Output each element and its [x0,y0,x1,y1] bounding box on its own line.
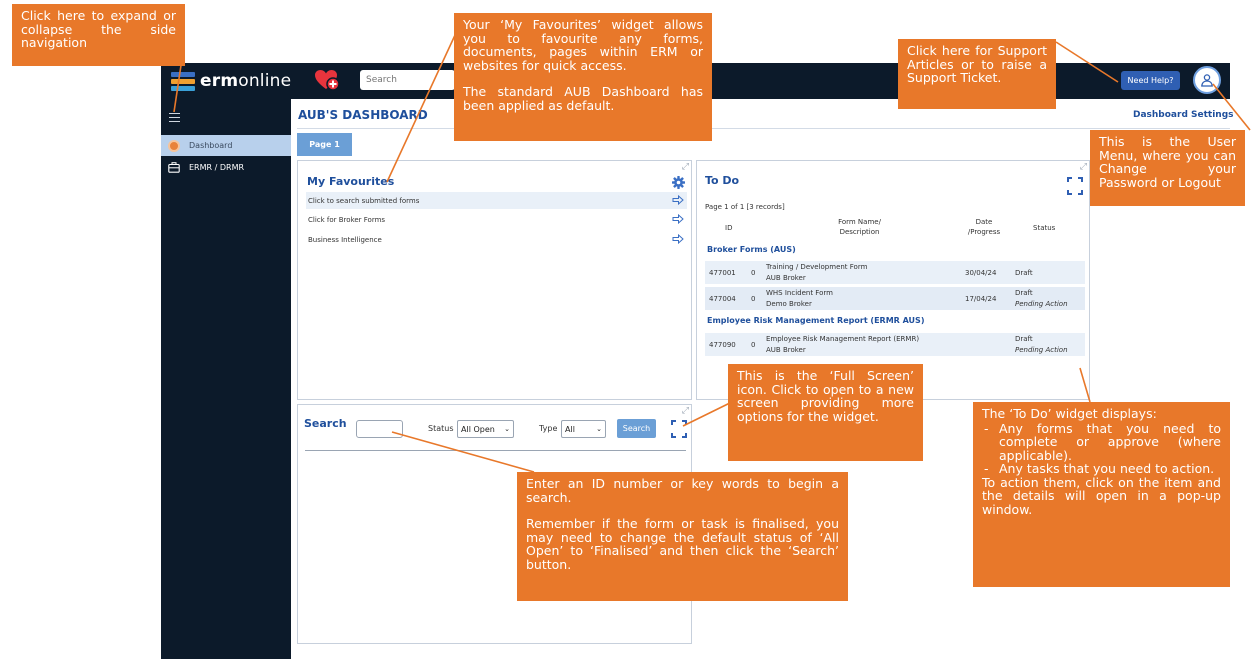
search-title: Search [304,417,347,430]
page-title: AUB'S DASHBOARD [298,108,428,122]
status-select[interactable]: All Open ⌄ [457,420,514,438]
callout-user-menu: This is the User Menu, where you can Change your Password or Logout [1090,130,1245,206]
column-header-form: Form Name/ Description [838,218,881,236]
column-header-status: Status [1033,224,1056,232]
sidebar-item-label: ERMR / DRMR [189,163,245,172]
expand-widget-icon[interactable]: ⤢ [1079,162,1087,172]
favourite-item-label: Click to search submitted forms [308,196,420,205]
table-row[interactable]: 477004 0 WHS Incident Form Demo Broker 17/04/24 Draft Pending Action [705,287,1085,310]
callout-to-do: The ‘To Do’ widget displays: - Any forms that you need to complete or approve (where applicable). - Any tasks that you need to action. To action them, click on the item and the details will open in a pop-up window. [973,402,1230,587]
callout-need-help: Click here for Support Articles or to raise a Support Ticket. [898,39,1056,109]
tab-page-1[interactable]: Page 1 [297,133,352,156]
chevron-down-icon: ⌄ [596,425,602,433]
dashboard-settings-link[interactable]: Dashboard Settings [1133,110,1234,120]
todo-group-title: Employee Risk Management Report (ERMR AUS) [707,316,925,325]
favourite-item-label: Business Intelligence [308,235,382,244]
search-button[interactable]: Search [617,419,656,438]
favourites-title: My Favourites [307,175,395,188]
callout-full-screen: This is the ‘Full Screen’ icon. Click to open to a new screen providing more options for the widget. [728,364,923,461]
expand-widget-icon[interactable]: ⤢ [681,162,689,172]
callout-my-favourites: Your ‘My Favourites’ widget allows you to favourite any forms, documents, pages within ERM or websites for quick access. The standard AUB Dashboard has been applied as default. [454,13,712,141]
todo-group-title: Broker Forms (AUS) [707,245,796,254]
logo-text: ermonline [200,71,292,91]
column-header-date: Date /Progress [967,218,1001,236]
status-label: Status [428,424,454,433]
todo-pager: Page 1 of 1 [3 records] [705,203,785,211]
favourite-item-label: Click for Broker Forms [308,215,386,224]
table-row[interactable]: 477090 0 Employee Risk Management Report (ERMR) AUB Broker Draft Pending Action [705,333,1085,356]
type-select[interactable]: All ⌄ [561,420,606,438]
callout-search: Enter an ID number or key words to begin a search. Remember if the form or task is finalised, you may need to change the default status of ‘All Open’ to ‘Finalised’ and then click the ‘Search’ button. [517,472,848,601]
todo-title: To Do [705,174,740,187]
chevron-down-icon: ⌄ [504,425,510,433]
expand-widget-icon[interactable]: ⤢ [681,406,689,416]
need-help-button[interactable]: Need Help? [1121,71,1180,90]
column-header-id: ID [725,224,733,232]
callout-side-navigation: Click here to expand or collapse the side navigation [12,4,185,66]
table-row[interactable]: 477001 0 Training / Development Form AUB Broker 30/04/24 Draft [705,261,1085,284]
type-label: Type [539,424,558,433]
sidebar-item-label: Dashboard [189,141,233,150]
